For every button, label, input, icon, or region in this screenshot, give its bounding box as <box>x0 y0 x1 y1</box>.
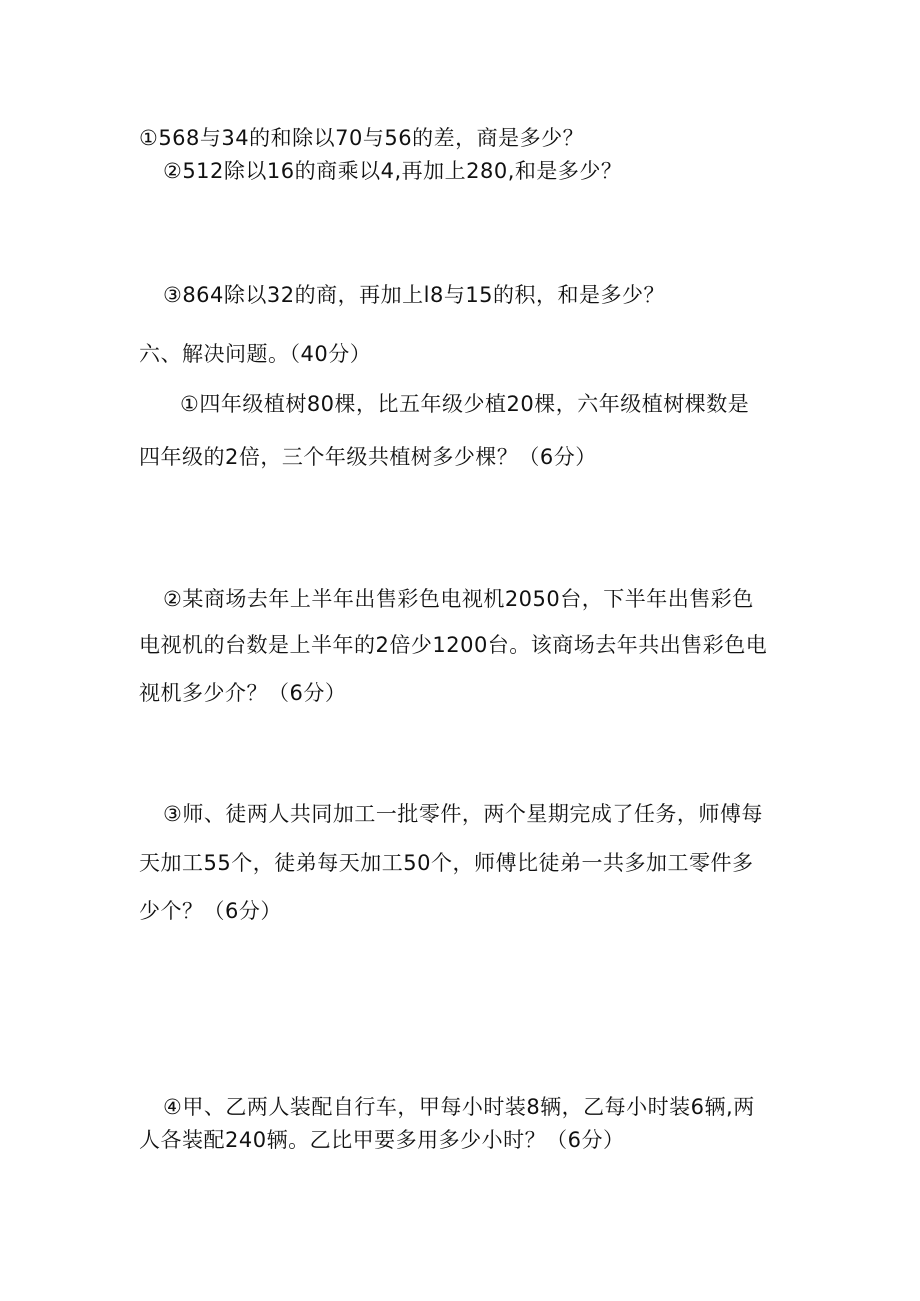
problem-1-line-2: 四年级的2倍，三个年级共植树多少棵？（6分） <box>139 445 597 469</box>
problem-2-line-3: 视机多少介？（6分） <box>139 681 347 705</box>
problem-2-line-1: ②某商场去年上半年出售彩色电视机2050台，下半年出售彩色 <box>163 587 754 611</box>
problem-4-line-1: ④甲、乙两人装配自行车，甲每小时装8辆，乙每小时装6辆,两 <box>163 1095 755 1119</box>
section-title: 六、解决问题。（40分） <box>139 342 372 366</box>
problem-3-line-2: 天加工55个，徒弟每天加工50个，师傅比徒弟一共多加工零件多 <box>139 851 754 875</box>
calc-item-2: ②512除以16的商乘以4,再加上280,和是多少？ <box>163 159 623 183</box>
calc-item-3: ③864除以32的商，再加上l8与15的积，和是多少？ <box>163 283 666 307</box>
calc-item-1: ①568与34的和除以70与56的差，商是多少？ <box>139 126 585 150</box>
problem-4-line-2: 人各装配240辆。乙比甲要多用多少小时？（6分） <box>139 1128 625 1152</box>
problem-2-line-2: 电视机的台数是上半年的2倍少1200台。该商场去年共出售彩色电 <box>139 633 768 657</box>
problem-3-line-3: 少个？（6分） <box>139 899 282 923</box>
problem-1-line-1: ①四年级植树80棵，比五年级少植20棵，六年级植树棵数是 <box>180 392 750 416</box>
problem-3-line-1: ③师、徒两人共同加工一批零件，两个星期完成了任务，师傅每 <box>163 802 763 826</box>
